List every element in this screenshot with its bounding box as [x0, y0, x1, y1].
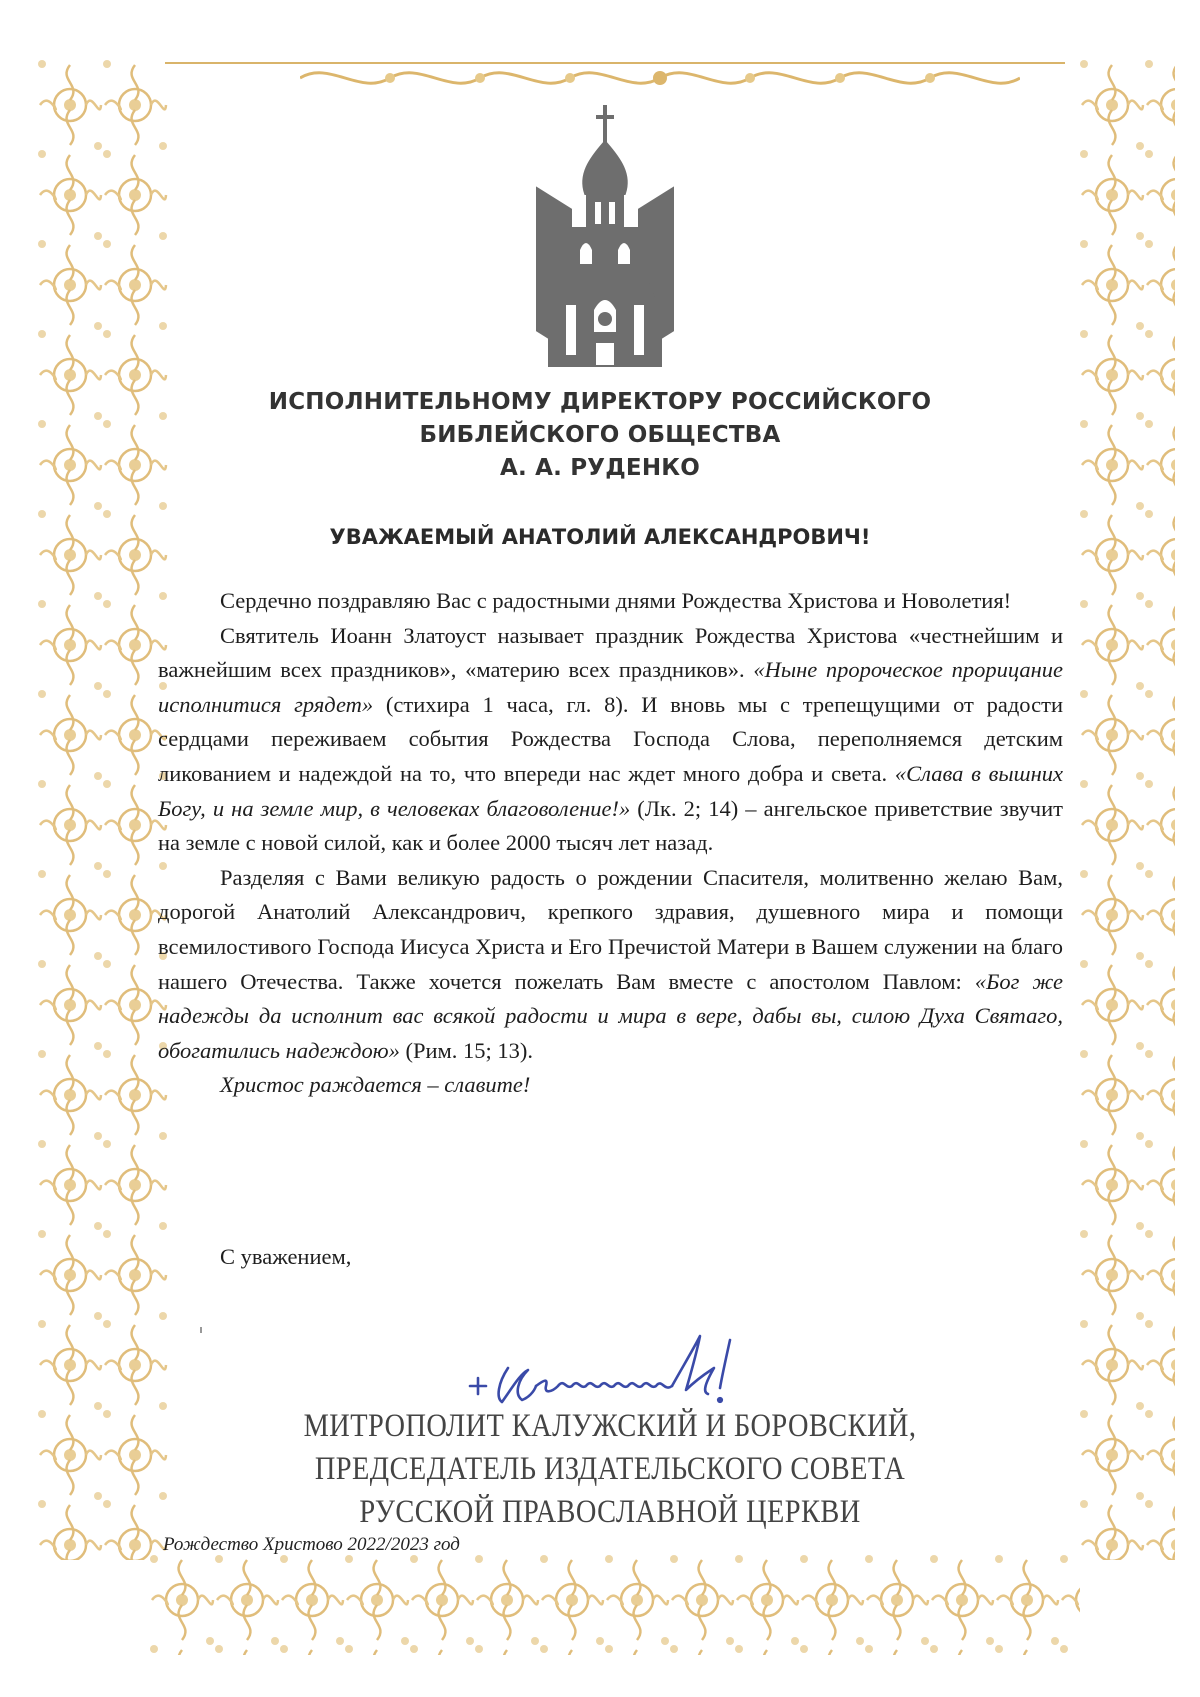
paragraph-2-text-b: (стихира 1 часа, гл. 8). И вновь мы с трепещущими от радости сердцами переживаем события Рождества Господа Слова, переполняемся детским ликованием и надеждой на то, что впереди нас ждет много добра и света.: [158, 691, 1063, 786]
regards: С уважением,: [220, 1244, 352, 1269]
addressee-line-2: БИБЛЕЙСКОГО ОБЩЕСТВА: [419, 422, 781, 448]
margin-mark: [200, 1327, 202, 1333]
ornament-border-left: [38, 60, 168, 1560]
quote-prophecy: «Ныне пророческое прорицание исполнитися грядет»: [158, 657, 1064, 717]
signatory-line-2: ПРЕДСЕДАТЕЛЬ ИЗДАТЕЛЬСКОГО СОВЕТА: [314, 1451, 906, 1487]
paragraph-2-text-a: Святитель Иоанн Златоуст называет праздник Рождества Христова «честнейшим и важнейшим всех праздников», «материю всех праздников».: [158, 622, 1063, 683]
christmas-greeting: Христос раждается – славите!: [220, 1072, 531, 1098]
addressee-block: [180, 386, 1020, 485]
ornament-top-band: [300, 60, 1020, 96]
letter-body: [158, 584, 1063, 1103]
signatory-block: [283, 1405, 937, 1534]
salutation: УВАЖАЕМЫЙ АНАТОЛИЙ АЛЕКСАНДРОВИЧ!: [329, 525, 871, 549]
quote-apostle-paul: «Бог же надежды да исполнит вас всякой радости и мира в вере, дабы вы, силою Духа Святаго, обогатились надеждою»: [158, 968, 1063, 1063]
signatory-line-1: МИТРОПОЛИТ КАЛУЖСКИЙ И БОРОВСКИЙ,: [303, 1408, 917, 1444]
paragraph-2: [158, 619, 1063, 861]
paragraph-3-text-b: (Рим. 15; 13).: [399, 1037, 533, 1063]
ornament-border-right: [1080, 60, 1175, 1560]
date-line: Рождество Христово 2022/2023 год: [163, 1534, 460, 1555]
addressee-line-1: ИСПОЛНИТЕЛЬНОМУ ДИРЕКТОРУ РОССИЙСКОГО: [268, 389, 932, 415]
paragraph-3-text-a: Разделяя с Вами великую радость о рождении Спасителя, молитвенно желаю Вам, дорогой Анатолий Александрович, крепкого здравия, душевного мира и помощи всемилостивого Господа Иисуса Христа и Его Пречистой Матери в Вашем служении на благо нашего Отечества. Также хочется пожелать Вам вместе с апостолом Павлом:: [158, 864, 1063, 994]
quote-glory: «Слава в вышних Богу, и на земле мир, в человеках благоволение!»: [158, 760, 1063, 821]
ornament-border-bottom: [150, 1555, 1080, 1655]
signatory-line-3: РУССКОЙ ПРАВОСЛАВНОЙ ЦЕРКВИ: [359, 1494, 861, 1530]
paragraph-1: Сердечно поздравляю Вас с радостными днями Рождества Христова и Новолетия!: [220, 588, 1012, 613]
church-book-logo: [530, 105, 680, 370]
addressee-line-3: А. А. РУДЕНКО: [499, 455, 701, 481]
paragraph-3: [158, 861, 1063, 1069]
paragraph-2-text-c: (Лк. 2; 14) – ангельское приветствие звучит на земле с новой силой, как и более 2000 тысяч лет назад.: [158, 795, 1063, 856]
